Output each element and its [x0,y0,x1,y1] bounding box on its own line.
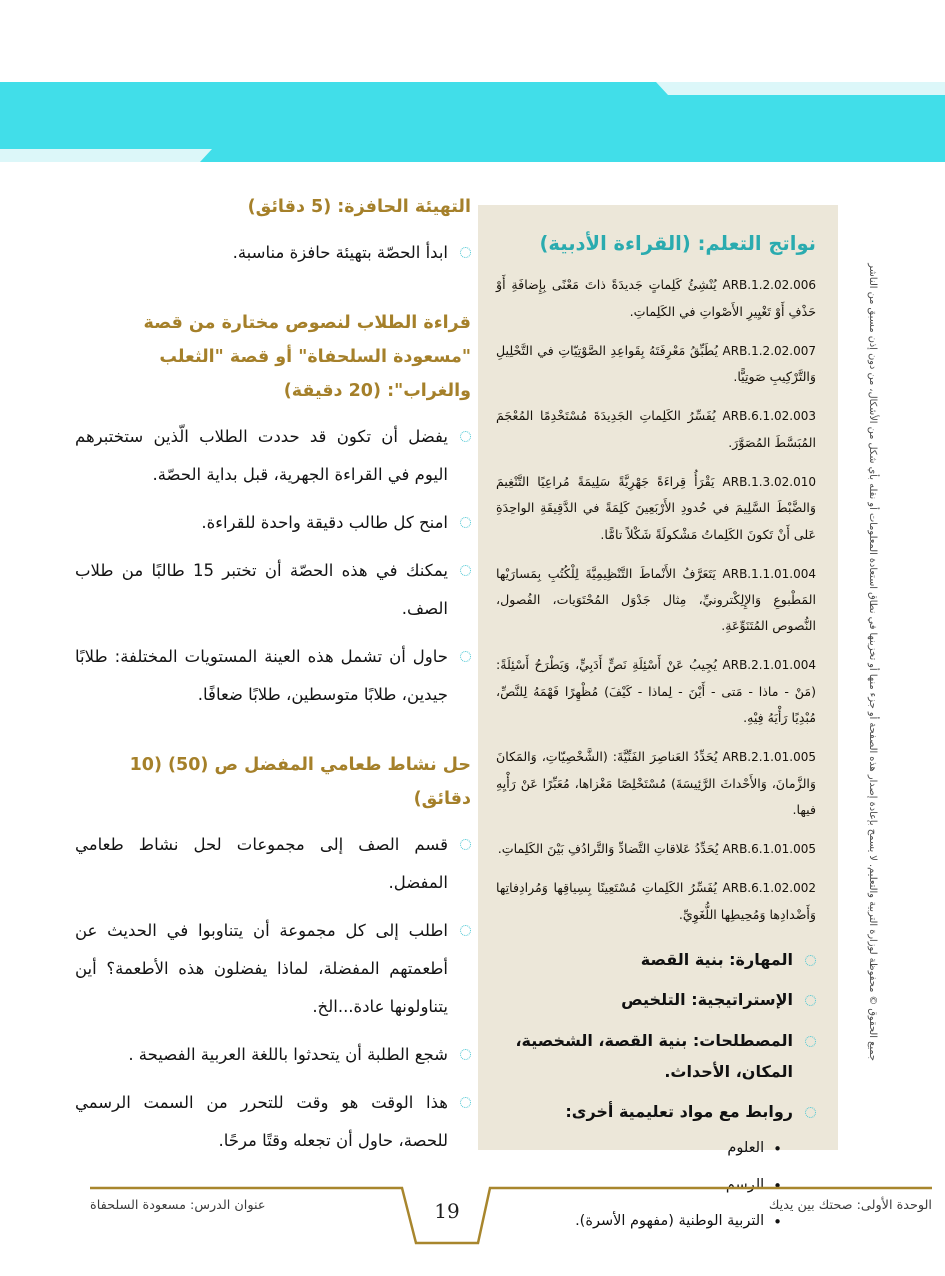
outcome-item [496,836,816,862]
section-warmup [75,190,471,272]
footer-rule [0,1180,945,1255]
skill-text: الإستراتيجية: التلخيص [621,990,793,1010]
section-reading [75,306,471,714]
outcome-item [496,272,816,325]
dotted-circle-bullet-icon [805,1036,816,1047]
outcomes-list [496,272,816,928]
bullet-item [75,504,471,542]
dotted-circle-bullet-icon [805,955,816,966]
dotted-circle-bullet-icon [460,247,471,258]
section-heading: قراءة الطلاب لنصوص مختارة من قصة "مسعودة السلحفاة" أو قصة "الثعلب والغراب": (20 دقيقة) [143,313,471,402]
outcome-text: يُحَدِّدُ عَلاقاتِ التَّضادِّ وَالتَّرادُفِ بَيْنَ الكَلِماتِ. [497,841,719,857]
dotted-circle-bullet-icon [460,431,471,442]
bullet-item [75,638,471,714]
skill-text: المهارة: بنية القصة [640,950,793,970]
skills-list [496,944,816,1127]
outcome-item [496,652,816,731]
outcome-text: يُطَبِّقُ مَعْرِفَتَهُ بِقَواعِدِ الصَّوْتِيّاتِ في التَّحْلِيلِ وَالتَّرْكِيبِ صَوتِيًّا. [496,342,816,385]
skill-text: روابط مع مواد تعليمية أخرى: [565,1101,793,1121]
outcome-item [496,338,816,391]
linked-subject-text: الرسم. [721,1176,765,1193]
outcome-text: يَقْرَأُ قِراءَةً جَهْرِيَّةً سَلِيمَةً مُراعِيًا التَّنْغِيمَ وَالضَّبْطَ السَّلِيمَ في حُدودِ الأَرْبَعِينَ كَلِمَةً في الدَّقِيقَةِ الواحِدَةِ عَلى أَنْ تَكونَ الكَلِماتُ مَشْكولَةً شَكْلاً تامًّا. [496,473,816,542]
footer-gold-line [90,1188,932,1243]
skill-text: المصطلحات: بنية القصة، الشخصية، المكان، الأحداث. [515,1030,793,1081]
outcome-item [496,875,816,928]
round-bullet-icon: • [773,1140,782,1159]
dotted-circle-bullet-icon [460,1097,471,1108]
outcome-code: ARB.6.1.02.002 [722,881,816,896]
bullet-item [75,552,471,628]
lesson-content-column [75,190,471,1194]
header-band-stripe-top-right [656,82,945,95]
outcome-item [496,403,816,456]
linked-subject-item [496,1135,782,1164]
section-bullets [75,418,471,714]
outcome-code: ARB.2.1.01.004 [722,658,816,673]
header-band-stripe-bottom-left [0,149,212,162]
outcome-text: يُنْشِئُ كَلِماتٍ جَديدَةً ذاتَ مَعْنًى بِإِضافَةِ أَوْ حَذْفِ أَوْ تَغْيِيرِ الأَصْواتِ في الكَلِماتِ. [496,277,816,319]
outcome-item [496,469,816,548]
dotted-circle-bullet-icon [460,925,471,936]
section-heading: التهيئة الحافزة: (5 دقائق) [247,197,471,217]
outcome-item [496,744,816,823]
bullet-item [75,234,471,272]
outcome-code: ARB.6.1.02.003 [722,409,816,424]
outcome-text: يَتَعَرَّفُ الأَنْماطَ التَّنْظِيمِيَّةَ لِلْكُتُبِ بِمَسارَيْها المَطْبوعِ وَالإِلِكْترونيِّ، مِثال جَدْوَل المُحْتَوَيات، الفُصول، النُّصوص المُتَنَوِّعَةِ. [496,565,816,634]
learning-outcomes-sidebar [478,205,838,1232]
round-bullet-icon: • [773,1213,782,1232]
footer-unit-title: الوحدة الأولى: صحتك بين يديك [768,1198,932,1213]
copyright-text: جميع الحقوق © محفوظة لوزارة التربية والتعليم. لا يسمح بإعادة إصدار هذه الصفحة أو جزء منها أو تخزينها في نطاق استعادة المعلومات أو نقله بأي شكل من الأشكال، من دون إذن مسبق من الناشر [867,263,878,1061]
skill-item [496,1025,816,1087]
sidebar-title: نواتج التعلم: (القراءة الأدبية) [539,232,816,255]
bullet-text: قسم الصف إلى مجموعات لحل نشاط طعامي المفضل. [75,835,448,893]
outcome-code: ARB.1.2.02.006 [722,278,816,293]
bullet-text: ابدأ الحصّة بتهيئة حافزة مناسبة. [232,243,448,263]
bullet-text: شجع الطلبة أن يتحدثوا باللغة العربية الفصيحة . [128,1044,448,1064]
dotted-circle-bullet-icon [460,839,471,850]
outcome-text: يُفَسِّرُ الكَلِماتِ الجَدِيدَةَ مُسْتَخْدِمًا المُعْجَمَ المُبَسَّطَ المُصَوَّرَ. [496,408,816,450]
bullet-item [75,1036,471,1074]
section-bullets [75,234,471,272]
bullet-item [75,418,471,494]
dotted-circle-bullet-icon [460,1049,471,1060]
dotted-circle-bullet-icon [805,995,816,1006]
page-number: 19 [434,1199,460,1223]
dotted-circle-bullet-icon [460,651,471,662]
section-heading: حل نشاط طعامي المفضل ص (50) (10 دقائق) [129,755,471,810]
outcome-code: ARB.1.1.01.004 [722,566,816,581]
bullet-text: هذا الوقت هو وقت للتحرر من السمت الرسمي للحصة، حاول أن تجعله وقتًا مرحًا. [75,1092,448,1150]
linked-subject-text: التربية الوطنية (مفهوم الأسرة). [575,1213,765,1230]
dotted-circle-bullet-icon [460,565,471,576]
outcome-code: ARB.6.1.01.005 [722,842,816,857]
outcome-text: يُجِيبُ عَنْ أَسْئِلَةِ نَصٍّ أَدَبِيٍّ، وَيَطْرَحُ أَسْئِلَةً: (مَنْ - ماذا - مَتى - أَيْنَ - لِماذا - كَيْفَ) مُظْهِرًا فَهْمَهُ لِلنَّصِّ، مُبْدِيًا رَأْيَهُ فِيْهِ. [496,657,816,726]
skill-item [496,984,816,1015]
section-bullets [75,826,471,1160]
outcome-code: ARB.1.2.02.007 [722,343,816,358]
footer-lesson-title: عنوان الدرس: مسعودة السلحفاة [90,1198,266,1213]
bullet-item [75,912,471,1026]
skill-item [496,1096,816,1127]
bullet-text: اطلب إلى كل مجموعة أن يتناوبوا في الحديث عن أطعمتهم المفضلة، لماذا يفضلون هذه الأطعمة؟ أين يتناولونها عادة...الخ. [75,921,448,1016]
dotted-circle-bullet-icon [460,517,471,528]
section-activity [75,748,471,1160]
copyright-vertical-strip [864,243,881,1063]
outcome-text: يُفَسِّرُ الكَلِماتِ مُسْتَعِينًا بِسِياقِها وَمُرادِفاتِها وَأَضْدادِها وَمُحِيطِها اللُّغَوِيِّ. [496,880,816,922]
skill-item [496,944,816,975]
linked-subject-text: العلوم [727,1140,765,1157]
bullet-text: يمكنك في هذه الحصّة أن تختبر 15 طالبًا من طلاب الصف. [75,561,448,619]
outcome-item [496,561,816,640]
round-bullet-icon: • [773,1176,782,1195]
bullet-text: يفضل أن تكون قد حددت الطلاب الّذين ستختبرهم اليوم في القراءة الجهرية، قبل بداية الحصّة. [75,427,448,485]
outcome-text: يُحَدِّدُ العَناصِرَ الفَنِّيَّةَ: (الشَّخْصِيّاتِ، وَالمَكانَ وَالزَّمانَ، وَالأَحْداثَ الرَّئِيسَةَ) مُسْتَخْلِصًا مَغْزاها، مُعَبِّرًا عَنْ رَأْيِهِ فيها. [496,749,816,818]
bullet-text: امنح كل طالب دقيقة واحدة للقراءة. [201,513,448,533]
bullet-item [75,1084,471,1160]
outcome-code: ARB.2.1.01.005 [722,750,816,765]
dotted-circle-bullet-icon [805,1107,816,1118]
bullet-item [75,826,471,902]
bullet-text: حاول أن تشمل هذه العينة المستويات المختلفة: طلابًا جيدين، طلابًا متوسطين، طلابًا ضعافًا. [75,647,448,705]
outcome-code: ARB.1.3.02.010 [722,474,816,489]
